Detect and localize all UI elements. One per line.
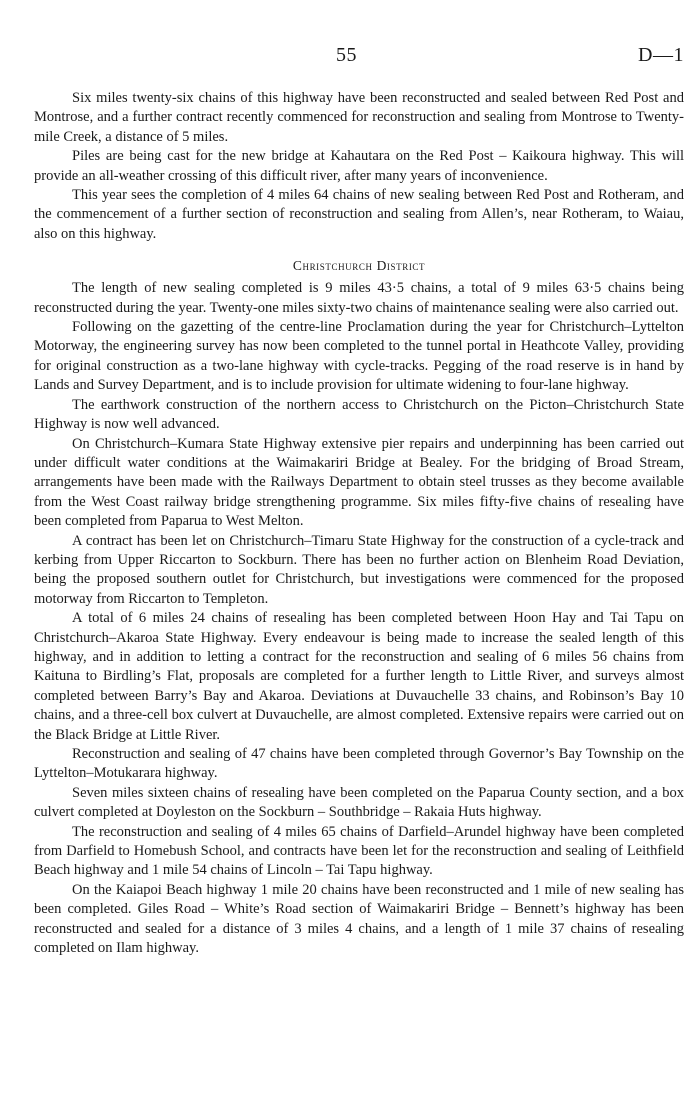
paragraph-red-post-montrose: Six miles twenty-six chains of this highway have been reconstructed and sealed between Red Post and Montrose, and a further contract recently commenced for reconstruction and sealing from Montrose to Twenty-mile Creek, a distance of 5 miles. xyxy=(34,90,684,145)
paragraph-darfield-arundel: The reconstruction and sealing of 4 miles 65 chains of Darfield–Arundel highway have been completed from Darfield to Homebush School, and contracts have been let for the reconstruction and sealing of Leithfield Beach highway and 1 mile 54 chains of Lincoln – Tai Tapu highway. xyxy=(34,823,684,879)
paragraph-rotheram-sealing: This year sees the completion of 4 miles 64 chains of new sealing between Red Post and Rotheram, and the commencement of a further section of reconstruction and sealing from Allen’s, near Rotheram, to Waiau, also on this highway. xyxy=(34,187,684,242)
paragraph-new-sealing-totals: The length of new sealing completed is 9 miles 43·5 chains, a total of 9 miles 63·5 chains being reconstructed during the year. Twenty-one miles sixty-two chains of maintenance sealing were also carried out. xyxy=(34,280,684,316)
paragraph-lyttelton-motorway: Following on the gazetting of the centre-line Proclamation during the year for Christchurch–Lyttelton Motorway, the engineering survey has now been completed to the tunnel portal in Heathcote Valley, providing for original construction as a two-lane highway with cycle-tracks. Pegging of the road reserve is in hand by Lands and Survey Department, and is to include provision for ultimate widening to four-lane highway. xyxy=(34,319,684,394)
paragraph-kaiapoi-beach: On the Kaiapoi Beach highway 1 mile 20 chains have been reconstructed and 1 mile of new sealing has been completed. Giles Road – White’s Road section of Waimakariri Bridge – Bennett’s highway has been reconstructed and sealed for a distance of 3 miles 4 chains, and a length of 1 mile 37 chains of resealing completed on Ilam highway. xyxy=(34,881,684,957)
paragraph-akaroa-highway: A total of 6 miles 24 chains of resealing has been completed between Hoon Hay and Tai Tapu on Christchurch–Akaroa State Highway. Every endeavour is being made to increase the sealed length of this highway, and in addition to letting a contract for the reconstruction and sealing of 6 miles 56 chains from Kaituna to Birdling’s Flat, proposals are completed for a further length to Little River, and surveys almost completed between Barry’s Bay and Akaroa. Deviations at Duvauchelle 33 chains, and Robinson’s Bay 10 chains, and a three-cell box culvert at Duvauchelle, are almost completed. Extensive repairs were carried out on the Black Bridge at Little River. xyxy=(34,610,684,743)
document-page xyxy=(34,44,684,958)
paragraph-timaru-highway: A contract has been let on Christchurch–Timaru State Highway for the construction of a cycle-track and kerbing from Upper Riccarton to Sockburn. There has been no further action on Blenheim Road Deviation, being the proposed southern outlet for Christchurch, but investigations were commenced for the proposed motorway from Riccarton to Templeton. xyxy=(34,532,684,607)
page-header xyxy=(34,44,684,74)
paragraph-paparua-county: Seven miles sixteen chains of resealing have been completed on the Paparua County section, and a box culvert completed at Doyleston on the Sockburn – Southbridge – Rakaia Huts highway. xyxy=(34,784,684,821)
body-text xyxy=(34,89,684,958)
paragraph-governors-bay: Reconstruction and sealing of 47 chains have been completed through Governor’s Bay Township on the Lyttelton–Motukarara highway. xyxy=(34,746,684,782)
paragraph-kumara-highway: On Christchurch–Kumara State Highway extensive pier repairs and underpinning has been carried out under difficult water conditions at the Waimakariri Bridge at Bealey. For the bridging of Broad Stream, arrangements have been made with the Railways Department to obtain steel trusses as they become available from the West Coast railway bridge strengthening programme. Six miles fifty-five chains of resealing have been completed from Paparua to West Melton. xyxy=(34,435,684,530)
section-heading-christchurch-district: Christchurch District xyxy=(292,258,426,274)
page-number: 55 xyxy=(336,44,357,66)
paragraph-kahautara-bridge: Piles are being cast for the new bridge at Kahautara on the Red Post – Kaikoura highway. This will provide an all-weather crossing of this difficult river, after many years of inconvenience. xyxy=(34,148,684,184)
document-reference: D—1 xyxy=(638,44,684,66)
paragraph-northern-access: The earthwork construction of the northern access to Christchurch on the Picton–Christchurch State Highway is now well advanced. xyxy=(34,396,684,433)
